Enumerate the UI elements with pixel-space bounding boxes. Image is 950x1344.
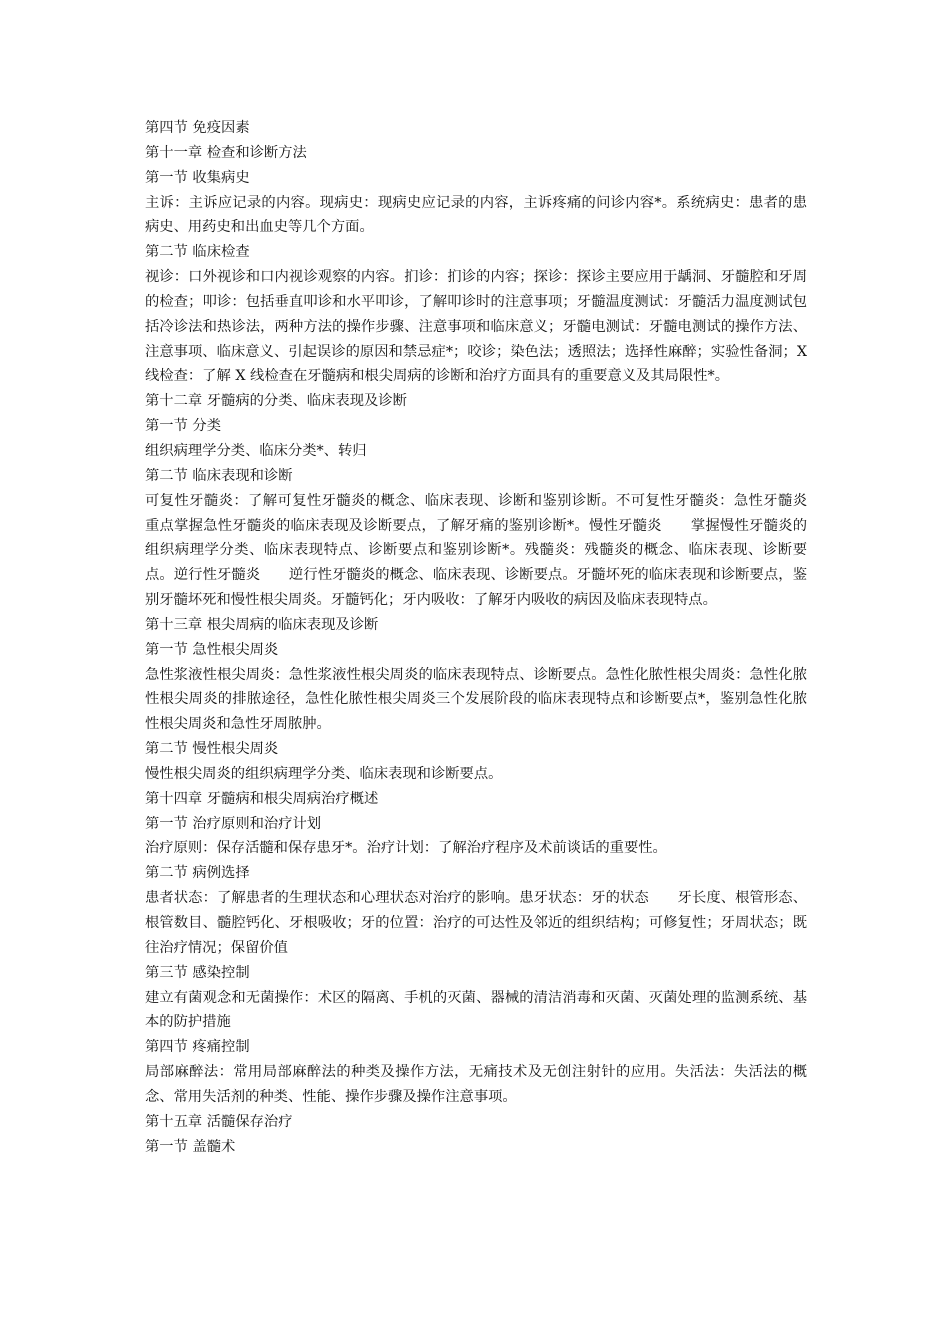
chapter-heading: 第十三章 根尖周病的临床表现及诊断 <box>145 616 379 633</box>
chapter-heading: 第十二章 牙髓病的分类、临床表现及诊断 <box>145 393 407 410</box>
section-heading: 第二节 临床表现和诊断 <box>145 467 293 484</box>
section-heading: 第一节 收集病史 <box>145 169 250 186</box>
section-heading: 第二节 病例选择 <box>145 865 250 882</box>
chapter-heading: 第十一章 检查和诊断方法 <box>145 144 307 161</box>
body-paragraph: 急性浆液性根尖周炎：急性浆液性根尖周炎的临床表现特点、诊断要点。急性化脓性根尖周炎：急性化脓性根尖周炎的排脓途径，急性化脓性根尖周炎三个发展阶段的临床表现特点和诊断要点*，鉴别急性化脓性根尖周炎和急性牙周脓肿。 <box>145 666 807 733</box>
body-paragraph: 建立有菌观念和无菌操作：术区的隔离、手机的灭菌、器械的清洁消毒和灭菌、灭菌处理的监测系统、基本的防护措施 <box>145 989 807 1031</box>
section-heading: 第一节 治疗原则和治疗计划 <box>145 815 322 832</box>
section-heading: 第一节 急性根尖周炎 <box>145 641 279 658</box>
body-paragraph: 治疗原则：保存活髓和保存患牙*。治疗计划：了解治疗程序及术前谈话的重要性。 <box>145 840 667 857</box>
body-paragraph: 可复性牙髓炎：了解可复性牙髓炎的概念、临床表现、诊断和鉴别诊断。不可复性牙髓炎：急性牙髓炎 重点掌握急性牙髓炎的临床表现及诊断要点，了解牙痛的鉴别诊断*。慢性牙髓炎 掌握慢性牙髓炎的组织病理学分类、临床表现特点、诊断要点和鉴别诊断*。残髓炎：残髓炎的概念、临床表现、诊断要点。逆行性牙髓炎 逆行性牙髓炎的概念、临床表现、诊断要点。牙髓坏死的临床表现和诊断要点，鉴别牙髓坏死和慢性根尖周炎。牙髓钙化；牙内吸收：了解牙内吸收的病因及临床表现特点。 <box>145 492 836 609</box>
body-paragraph: 慢性根尖周炎的组织病理学分类、临床表现和诊断要点。 <box>145 765 503 782</box>
section-heading: 第一节 分类 <box>145 418 222 435</box>
body-paragraph: 主诉：主诉应记录的内容。现病史：现病史应记录的内容，主诉疼痛的问诊内容*。系统病史：患者的患病史、用药史和出血史等几个方面。 <box>145 194 807 236</box>
section-heading: 第四节 疼痛控制 <box>145 1039 250 1056</box>
chapter-heading: 第十五章 活髓保存治疗 <box>145 1113 293 1130</box>
body-paragraph: 视诊：口外视诊和口内视诊观察的内容。扪诊：扪诊的内容；探诊：探诊主要应用于龋洞、牙髓腔和牙周的检查；叩诊：包括垂直叩诊和水平叩诊，了解叩诊时的注意事项；牙髓温度测试：牙髓活力温度测试包括冷诊法和热诊法，两种方法的操作步骤、注意事项和临床意义；牙髓电测试：牙髓电测试的操作方法、注意事项、临床意义、引起误诊的原因和禁忌症*；咬诊；染色法；透照法；选择性麻醉；实验性备洞；X 线检查：了解 X 线检查在牙髓病和根尖周病的诊断和治疗方面具有的重要意义及其局限性*。 <box>145 269 807 385</box>
section-heading: 第四节 免疫因素 <box>145 120 250 136</box>
body-paragraph: 组织病理学分类、临床分类*、转归 <box>145 442 367 459</box>
chapter-heading: 第十四章 牙髓病和根尖周病治疗概述 <box>145 790 379 807</box>
document-page <box>145 116 836 1159</box>
body-paragraph: 患者状态：了解患者的生理状态和心理状态对治疗的影响。患牙状态：牙的状态 牙长度、根管形态、根管数目、髓腔钙化、牙根吸收；牙的位置：治疗的可达性及邻近的组织结构；可修复性；牙周状态；既往治疗情况；保留价值 <box>145 890 807 956</box>
section-heading: 第三节 感染控制 <box>145 964 250 981</box>
section-heading: 第二节 慢性根尖周炎 <box>145 741 279 758</box>
section-heading: 第一节 盖髓术 <box>145 1138 236 1155</box>
section-heading: 第二节 临床检查 <box>145 244 250 261</box>
body-paragraph: 局部麻醉法：常用局部麻醉法的种类及操作方法，无痛技术及无创注射针的应用。失活法：失活法的概念、常用失活剂的种类、性能、操作步骤及操作注意事项。 <box>145 1064 807 1105</box>
